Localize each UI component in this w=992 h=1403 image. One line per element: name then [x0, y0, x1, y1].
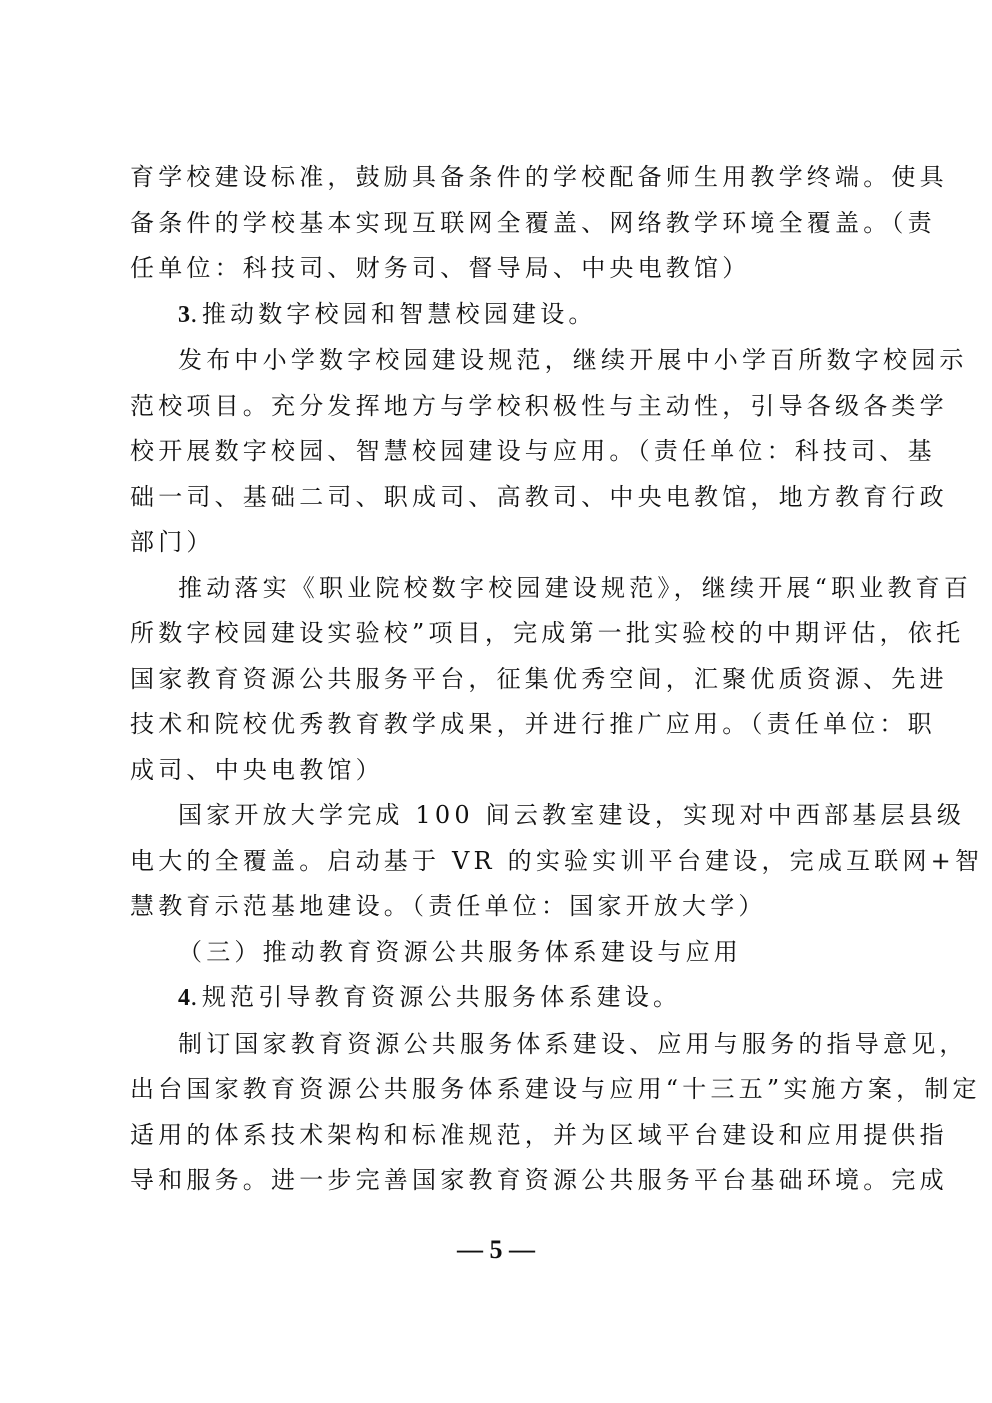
text-line: 范校项目。充分发挥地方与学校积极性与主动性，引导各级各类学 — [130, 391, 948, 420]
text-line: 础一司、基础二司、职成司、高教司、中央电教馆，地方教育行政 — [130, 482, 948, 511]
text-line: 育学校建设标准，鼓励具备条件的学校配备师生用教学终端。使具 — [130, 163, 948, 191]
text-line: 导和服务。进一步完善国家教育资源公共服务平台基础环境。完成 — [130, 1166, 948, 1194]
subheading-text: .规范引导教育资源公共服务体系建设。 — [190, 983, 682, 1011]
text-line: 适用的体系技术架构和标准规范，并为区域平台建设和应用提供指 — [130, 1120, 948, 1149]
text-line: 成司、中央电教馆） — [130, 755, 384, 784]
text-line: 部门） — [130, 528, 215, 556]
text-line: 校开展数字校园、智慧校园建设与应用。（责任单位：科技司、基 — [130, 437, 936, 465]
text-line: 推动落实《职业院校数字校园建设规范》，继续开展“职业教育百 — [178, 573, 973, 602]
subheading-text: .推动数字校园和智慧校园建设。 — [190, 299, 597, 328]
paragraph-continued — [130, 155, 948, 292]
text-line: 制订国家教育资源公共服务体系建设、应用与服务的指导意见， — [178, 1029, 968, 1058]
subheading-number: 4 — [178, 985, 190, 1011]
subheading-4 — [130, 975, 862, 1022]
subheading-3 — [130, 292, 862, 339]
text-line: 慧教育示范基地建设。（责任单位：国家开放大学） — [130, 892, 767, 920]
text-line: 备条件的学校基本实现互联网全覆盖、网络教学环境全覆盖。（责 — [130, 208, 936, 237]
section-heading-3 — [130, 930, 862, 976]
page-number: — 5 — — [457, 1235, 535, 1264]
text-line: 出台国家教育资源公共服务体系建设与应用“十三五”实施方案，制定 — [130, 1075, 981, 1103]
text-line: 国家开放大学完成 100 间云教室建设，实现对中西部基层县级 — [178, 801, 966, 829]
text-line: 国家教育资源公共服务平台，征集优秀空间，汇聚优质资源、先进 — [130, 664, 948, 693]
text-line: 电大的全覆盖。启动基于 VR 的实验实训平台建设，完成互联网+智 — [130, 846, 984, 875]
text-line: 所数字校园建设实验校”项目，完成第一批实验校的中期评估，依托 — [130, 619, 965, 647]
paragraph-open-university — [130, 793, 984, 930]
text-line: 任单位：科技司、财务司、督导局、中央电教馆） — [130, 254, 751, 282]
paragraph-vocational-campus — [130, 566, 973, 794]
text-line: 发布中小学数字校园建设规范，继续开展中小学百所数字校园示 — [178, 346, 968, 374]
paragraph-digital-campus-k12 — [130, 338, 968, 566]
text-line: 技术和院校优秀教育教学成果，并进行推广应用。（责任单位：职 — [130, 710, 936, 738]
paragraph-public-service-system — [130, 1022, 981, 1204]
document-page — [130, 155, 984, 1204]
section-heading-text: （三）推动教育资源公共服务体系建设与应用 — [178, 937, 742, 966]
subheading-number: 3 — [178, 301, 190, 328]
